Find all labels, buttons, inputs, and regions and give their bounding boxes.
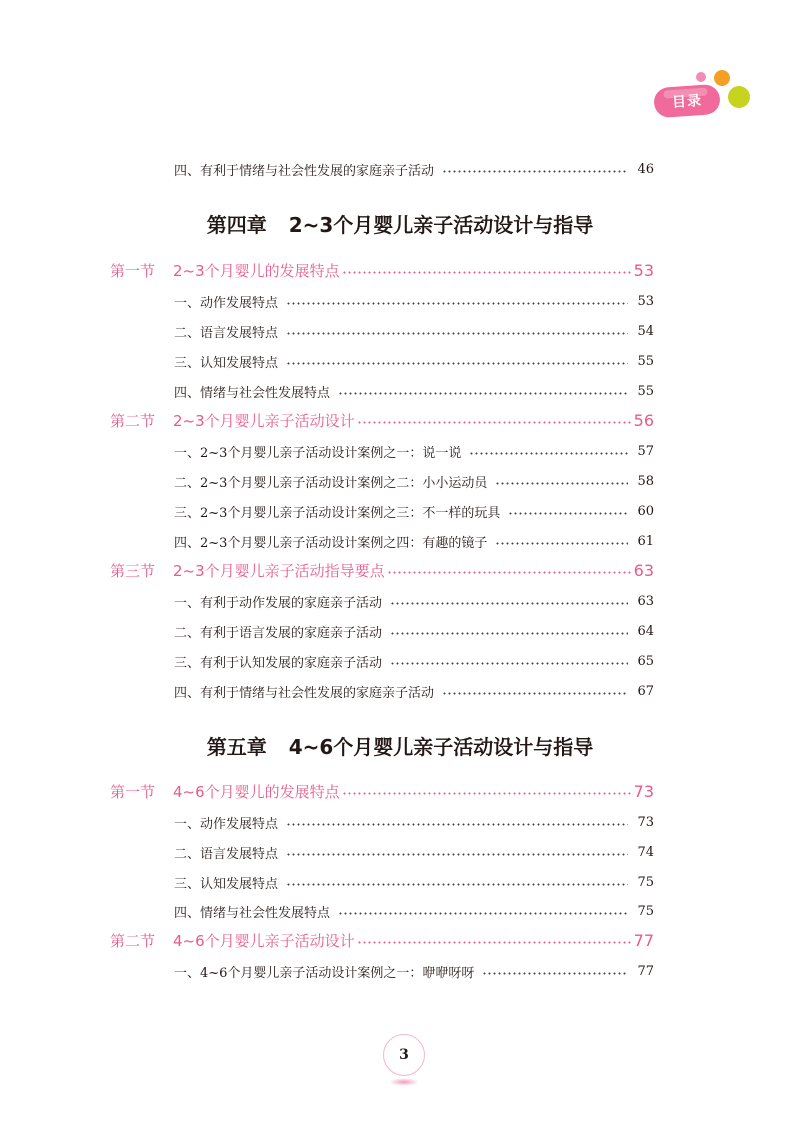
toc-entry-page: 46	[637, 161, 654, 177]
toc-entry[interactable]	[0, 349, 800, 373]
section-number: 第二节	[110, 931, 156, 950]
dot-leader	[508, 512, 628, 515]
toc-entry-page: 73	[637, 814, 654, 830]
section-number: 第一节	[110, 261, 156, 280]
toc-entry[interactable]	[0, 157, 800, 181]
chapter-heading[interactable]	[0, 209, 800, 238]
toc-entry-label: 三、有利于认知发展的家庭亲子活动	[174, 655, 383, 671]
toc-section[interactable]	[0, 779, 800, 803]
toc-entry-label: 一、4~6个月婴儿亲子活动设计案例之一：咿咿呀呀	[174, 965, 475, 981]
toc-entry-label: 四、有利于情绪与社会性发展的家庭亲子活动	[174, 163, 435, 179]
toc-entry-page: 65	[637, 653, 654, 669]
section-number: 第三节	[110, 561, 156, 580]
toc-section[interactable]	[0, 258, 800, 282]
toc-entry-page: 75	[637, 903, 654, 919]
toc-entry-page: 74	[637, 844, 654, 860]
dot-leader	[357, 421, 632, 424]
section-page: 73	[633, 781, 654, 801]
toc-entry-page: 57	[637, 443, 654, 459]
dot-leader	[338, 912, 628, 915]
section-page: 77	[633, 930, 654, 950]
toc-badge	[648, 64, 758, 124]
toc-entry-page: 54	[637, 323, 654, 339]
toc-entry-page: 61	[637, 533, 654, 549]
toc-entry-page: 58	[637, 473, 654, 489]
section-page: 53	[633, 260, 654, 280]
toc-entry-page: 53	[637, 293, 654, 309]
toc-entry[interactable]	[0, 379, 800, 403]
chapter-number: 第四章	[206, 213, 267, 237]
toc-entry-label: 三、2~3个月婴儿亲子活动设计案例之三：不一样的玩具	[174, 505, 501, 521]
toc-entry[interactable]	[0, 529, 800, 553]
toc-entry[interactable]	[0, 649, 800, 673]
toc-entry[interactable]	[0, 319, 800, 343]
section-page: 56	[633, 410, 654, 430]
page-number-shadow	[389, 1078, 419, 1086]
chapter-title: 2~3个月婴儿亲子活动设计与指导	[288, 213, 594, 237]
decorative-dot-orange	[714, 70, 730, 86]
chapter-title: 4~6个月婴儿亲子活动设计与指导	[288, 735, 594, 759]
dot-leader	[286, 362, 628, 365]
dot-leader	[390, 602, 628, 605]
chapter-heading[interactable]	[0, 731, 800, 760]
section-title: 4~6个月婴儿的发展特点	[173, 782, 340, 801]
decorative-dot-green	[728, 86, 750, 108]
toc-entry[interactable]	[0, 589, 800, 613]
toc-entry[interactable]	[0, 959, 800, 983]
section-title: 2~3个月婴儿亲子活动设计	[173, 411, 355, 430]
toc-entry[interactable]	[0, 619, 800, 643]
dot-leader	[495, 542, 628, 545]
toc-entry[interactable]	[0, 289, 800, 313]
chapter-number: 第五章	[206, 735, 267, 759]
section-title: 2~3个月婴儿亲子活动指导要点	[173, 561, 385, 580]
toc-badge-label: 目录	[653, 84, 721, 119]
toc-entry-page: 63	[637, 593, 654, 609]
page-number: 3	[383, 1034, 425, 1076]
toc-entry[interactable]	[0, 810, 800, 834]
dot-leader	[286, 883, 628, 886]
toc-entry-page: 67	[637, 683, 654, 699]
toc-entry-label: 四、情绪与社会性发展特点	[174, 905, 331, 921]
toc-entry-label: 二、有利于语言发展的家庭亲子活动	[174, 625, 383, 641]
dot-leader	[387, 571, 632, 574]
dot-leader	[442, 170, 628, 173]
dot-leader	[469, 452, 628, 455]
dot-leader	[286, 302, 628, 305]
toc-entry[interactable]	[0, 499, 800, 523]
toc-entry-label: 二、语言发展特点	[174, 846, 279, 862]
toc-entry-page: 60	[637, 503, 654, 519]
toc-entry-label: 三、认知发展特点	[174, 355, 279, 371]
toc-entry-page: 55	[637, 353, 654, 369]
toc-entry[interactable]	[0, 899, 800, 923]
dot-leader	[482, 972, 628, 975]
toc-entry-label: 一、有利于动作发展的家庭亲子活动	[174, 595, 383, 611]
section-page: 63	[633, 560, 654, 580]
dot-leader	[286, 332, 628, 335]
toc-entry[interactable]	[0, 679, 800, 703]
toc-entry-page: 64	[637, 623, 654, 639]
toc-entry-page: 77	[637, 963, 654, 979]
toc-entry-label: 一、动作发展特点	[174, 295, 279, 311]
toc-section[interactable]	[0, 408, 800, 432]
dot-leader	[390, 662, 628, 665]
toc-entry[interactable]	[0, 469, 800, 493]
toc-entry-page: 75	[637, 874, 654, 890]
toc-section[interactable]	[0, 558, 800, 582]
toc-entry-label: 四、2~3个月婴儿亲子活动设计案例之四：有趣的镜子	[174, 535, 488, 551]
section-title: 4~6个月婴儿亲子活动设计	[173, 931, 355, 950]
toc-entry-label: 四、有利于情绪与社会性发展的家庭亲子活动	[174, 685, 435, 701]
dot-leader	[442, 692, 628, 695]
dot-leader	[342, 271, 632, 274]
dot-leader	[390, 632, 628, 635]
toc-entry[interactable]	[0, 840, 800, 864]
toc-entry-label: 一、2~3个月婴儿亲子活动设计案例之一：说一说	[174, 445, 462, 461]
toc-entry[interactable]	[0, 870, 800, 894]
dot-leader	[338, 392, 628, 395]
toc-entry-label: 一、动作发展特点	[174, 816, 279, 832]
dot-leader	[286, 823, 628, 826]
dot-leader	[342, 792, 632, 795]
toc-entry-label: 二、语言发展特点	[174, 325, 279, 341]
toc-entry[interactable]	[0, 439, 800, 463]
toc-entry-label: 二、2~3个月婴儿亲子活动设计案例之二：小小运动员	[174, 475, 488, 491]
page-number-badge	[383, 1034, 427, 1090]
decorative-dot-pink	[696, 72, 706, 82]
section-title: 2~3个月婴儿的发展特点	[173, 261, 340, 280]
toc-entry-label: 四、情绪与社会性发展特点	[174, 385, 331, 401]
dot-leader	[286, 853, 628, 856]
section-number: 第二节	[110, 411, 156, 430]
toc-entry-label: 三、认知发展特点	[174, 876, 279, 892]
dot-leader	[357, 941, 632, 944]
section-number: 第一节	[110, 782, 156, 801]
toc-section[interactable]	[0, 928, 800, 952]
toc-entry-page: 55	[637, 383, 654, 399]
dot-leader	[495, 482, 628, 485]
